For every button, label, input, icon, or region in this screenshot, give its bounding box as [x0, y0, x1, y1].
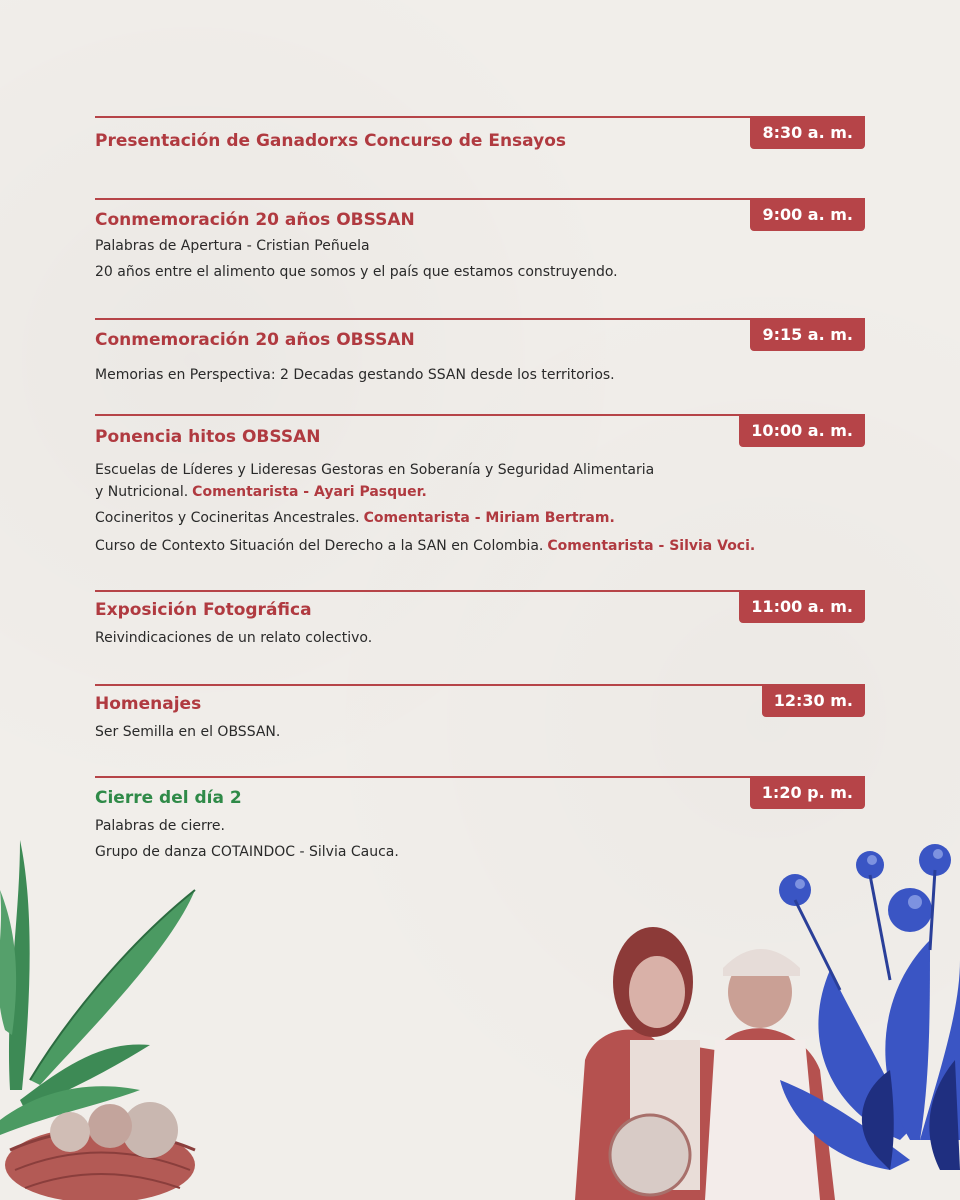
entry-line: Memorias en Perspectiva: 2 Decadas gestando SSAN desde los territorios.: [95, 367, 615, 383]
entry-title: Cierre del día 2: [95, 788, 242, 808]
item-text: y Nutricional.: [95, 484, 189, 500]
plant-illustration: [0, 830, 200, 1200]
entry-line: Palabras de Apertura - Cristian Peñuela: [95, 238, 370, 254]
commentator: Comentarista - Miriam Bertram.: [363, 510, 615, 526]
time-badge: 9:15 a. m.: [750, 318, 865, 351]
commentator: Comentarista - Ayari Pasquer.: [192, 484, 427, 500]
time-badge: 12:30 m.: [762, 684, 865, 717]
entry-title: Conmemoración 20 años OBSSAN: [95, 210, 415, 230]
blue-flower-illustration: [770, 840, 960, 1200]
time-badge: 10:00 a. m.: [739, 414, 865, 447]
entry-title: Homenajes: [95, 694, 202, 714]
entry-line: [95, 538, 755, 554]
entry-title: Conmemoración 20 años OBSSAN: [95, 330, 415, 350]
schedule-entry: [95, 776, 865, 876]
entry-title: Presentación de Ganadorxs Concurso de Ensayos: [95, 131, 566, 151]
item-text: Curso de Contexto Situación del Derecho a la SAN en Colombia.: [95, 538, 544, 554]
entry-line: Ser Semilla en el OBSSAN.: [95, 724, 281, 740]
entry-title: Ponencia hitos OBSSAN: [95, 427, 321, 447]
divider: [95, 684, 865, 686]
schedule-entry: [95, 318, 865, 398]
entry-line: 20 años entre el alimento que somos y el país que estamos construyendo.: [95, 264, 618, 280]
schedule-entry: [95, 590, 865, 660]
schedule-entry: [95, 684, 865, 754]
entry-title: Exposición Fotográfica: [95, 600, 312, 620]
schedule-entry: [95, 198, 865, 298]
entry-line: [95, 484, 427, 500]
time-badge: 11:00 a. m.: [739, 590, 865, 623]
time-badge: 9:00 a. m.: [750, 198, 865, 231]
entry-line: Escuelas de Líderes y Lideresas Gestoras en Soberanía y Seguridad Alimentaria: [95, 462, 655, 478]
time-badge: 8:30 a. m.: [750, 116, 865, 149]
entry-line: Reivindicaciones de un relato colectivo.: [95, 630, 373, 646]
entry-line: Grupo de danza COTAINDOC - Silvia Cauca.: [95, 844, 399, 860]
item-text: Cocineritos y Cocineritas Ancestrales.: [95, 510, 360, 526]
commentator: Comentarista - Silvia Voci.: [547, 538, 756, 554]
time-badge: 1:20 p. m.: [750, 776, 865, 809]
schedule-entry: [95, 414, 865, 564]
entry-line: Palabras de cierre.: [95, 818, 225, 834]
entry-line: [95, 510, 615, 526]
schedule-entry: [95, 116, 865, 176]
